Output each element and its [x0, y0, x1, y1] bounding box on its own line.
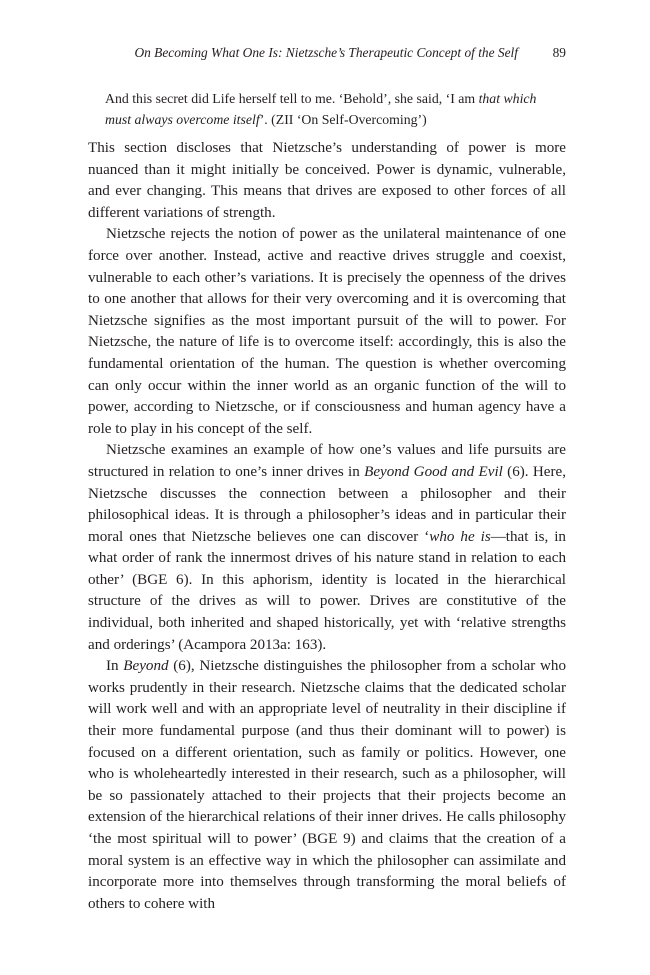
book-title: Beyond Good and Evil — [364, 463, 503, 480]
running-head-title: On Becoming What One Is: Nietzsche’s Therapeutic Concept of the Self — [134, 45, 518, 60]
paragraph-text: Nietzsche examines an example of how one’s values and life pursuits are structured in relation to one’s inner drives in — [88, 442, 566, 480]
paragraph-2 — [88, 224, 566, 440]
epigraph-emphasis: that which must always overcome itself — [105, 91, 537, 127]
page-number: 89 — [552, 45, 566, 60]
paragraph-4 — [88, 656, 566, 915]
running-head — [88, 45, 566, 65]
book-title: Beyond — [123, 658, 169, 675]
paragraph-1 — [88, 138, 566, 224]
paragraph-text: This section discloses that Nietzsche’s understanding of power is more nuanced than it might initially be conceived. Power is dynamic, vulnerable, and ever changing. This means that drives are exposed to other forces of all different variations of strength. — [88, 140, 566, 221]
epigraph-text: And this secret did Life herself tell to me. ‘Behold’, she said, ‘I am — [105, 91, 479, 106]
epigraph-citation: ’. (ZII ‘On Self-Overcoming’) — [259, 112, 427, 127]
epigraph-quote — [105, 88, 550, 130]
paragraph-text: (6), Nietzsche distinguishes the philosopher from a scholar who works prudently in their research. Nietzsche claims that the dedicated scholar will work well and with an appropriate level of neutrality in their discipline if their more fundamental purpose (and thus their dominant will to power) is focused on a different orientation, such as family or politics. However, one who is wholeheartedly interested in their research, such as a philosopher, will be so passionately attached to their projects that their projects become an extension of the hierarchical relations of their inner drives. He calls philosophy ‘the most spiritual will to power’ (BGE 9) and claims that the creation of a moral system is an effective way in which the philosopher can assimilate and incorporate more into themselves through transforming the moral beliefs of others to cohere with — [88, 658, 566, 912]
paragraph-3 — [88, 440, 566, 656]
paragraph-text: (6). Here, Nietzsche discusses the connection between a philosopher and their philosophical ideas. It is through a philosopher’s ideas and in particular their moral ones that Nietzsche believes one can discover ‘ — [88, 463, 566, 545]
body-text — [88, 138, 566, 915]
paragraph-text: In — [106, 658, 124, 675]
paragraph-text: Nietzsche rejects the notion of power as the unilateral maintenance of one force over another. Instead, active and reactive drives struggle and coexist, vulnerable to each other’s variations. It is precisely the openness of the drives to one another that allows for their very overcoming and it is overcoming that Nietzsche signifies as the most important pursuit of the will to power. For Nietzsche, the nature of life is to overcome itself: accordingly, this is also the fundamental orientation of the human. The question is whether overcoming can only occur within the inner world as an organic function of the will to power, according to Nietzsche, or if consciousness and human agency have a role to play in his concept of the self. — [88, 226, 566, 437]
paragraph-text: —that is, in what order of rank the innermost drives of his nature stand in relation to each other’ (BGE 6). In this aphorism, identity is located in the hierarchical structure of the drives as will to power. Drives are constitutive of the individual, both inherited and shaped historically, yet with ‘relative strengths and orderings’ (Acampora 2013a: 163). — [88, 528, 566, 653]
quote-emphasis: who he is — [429, 528, 491, 545]
